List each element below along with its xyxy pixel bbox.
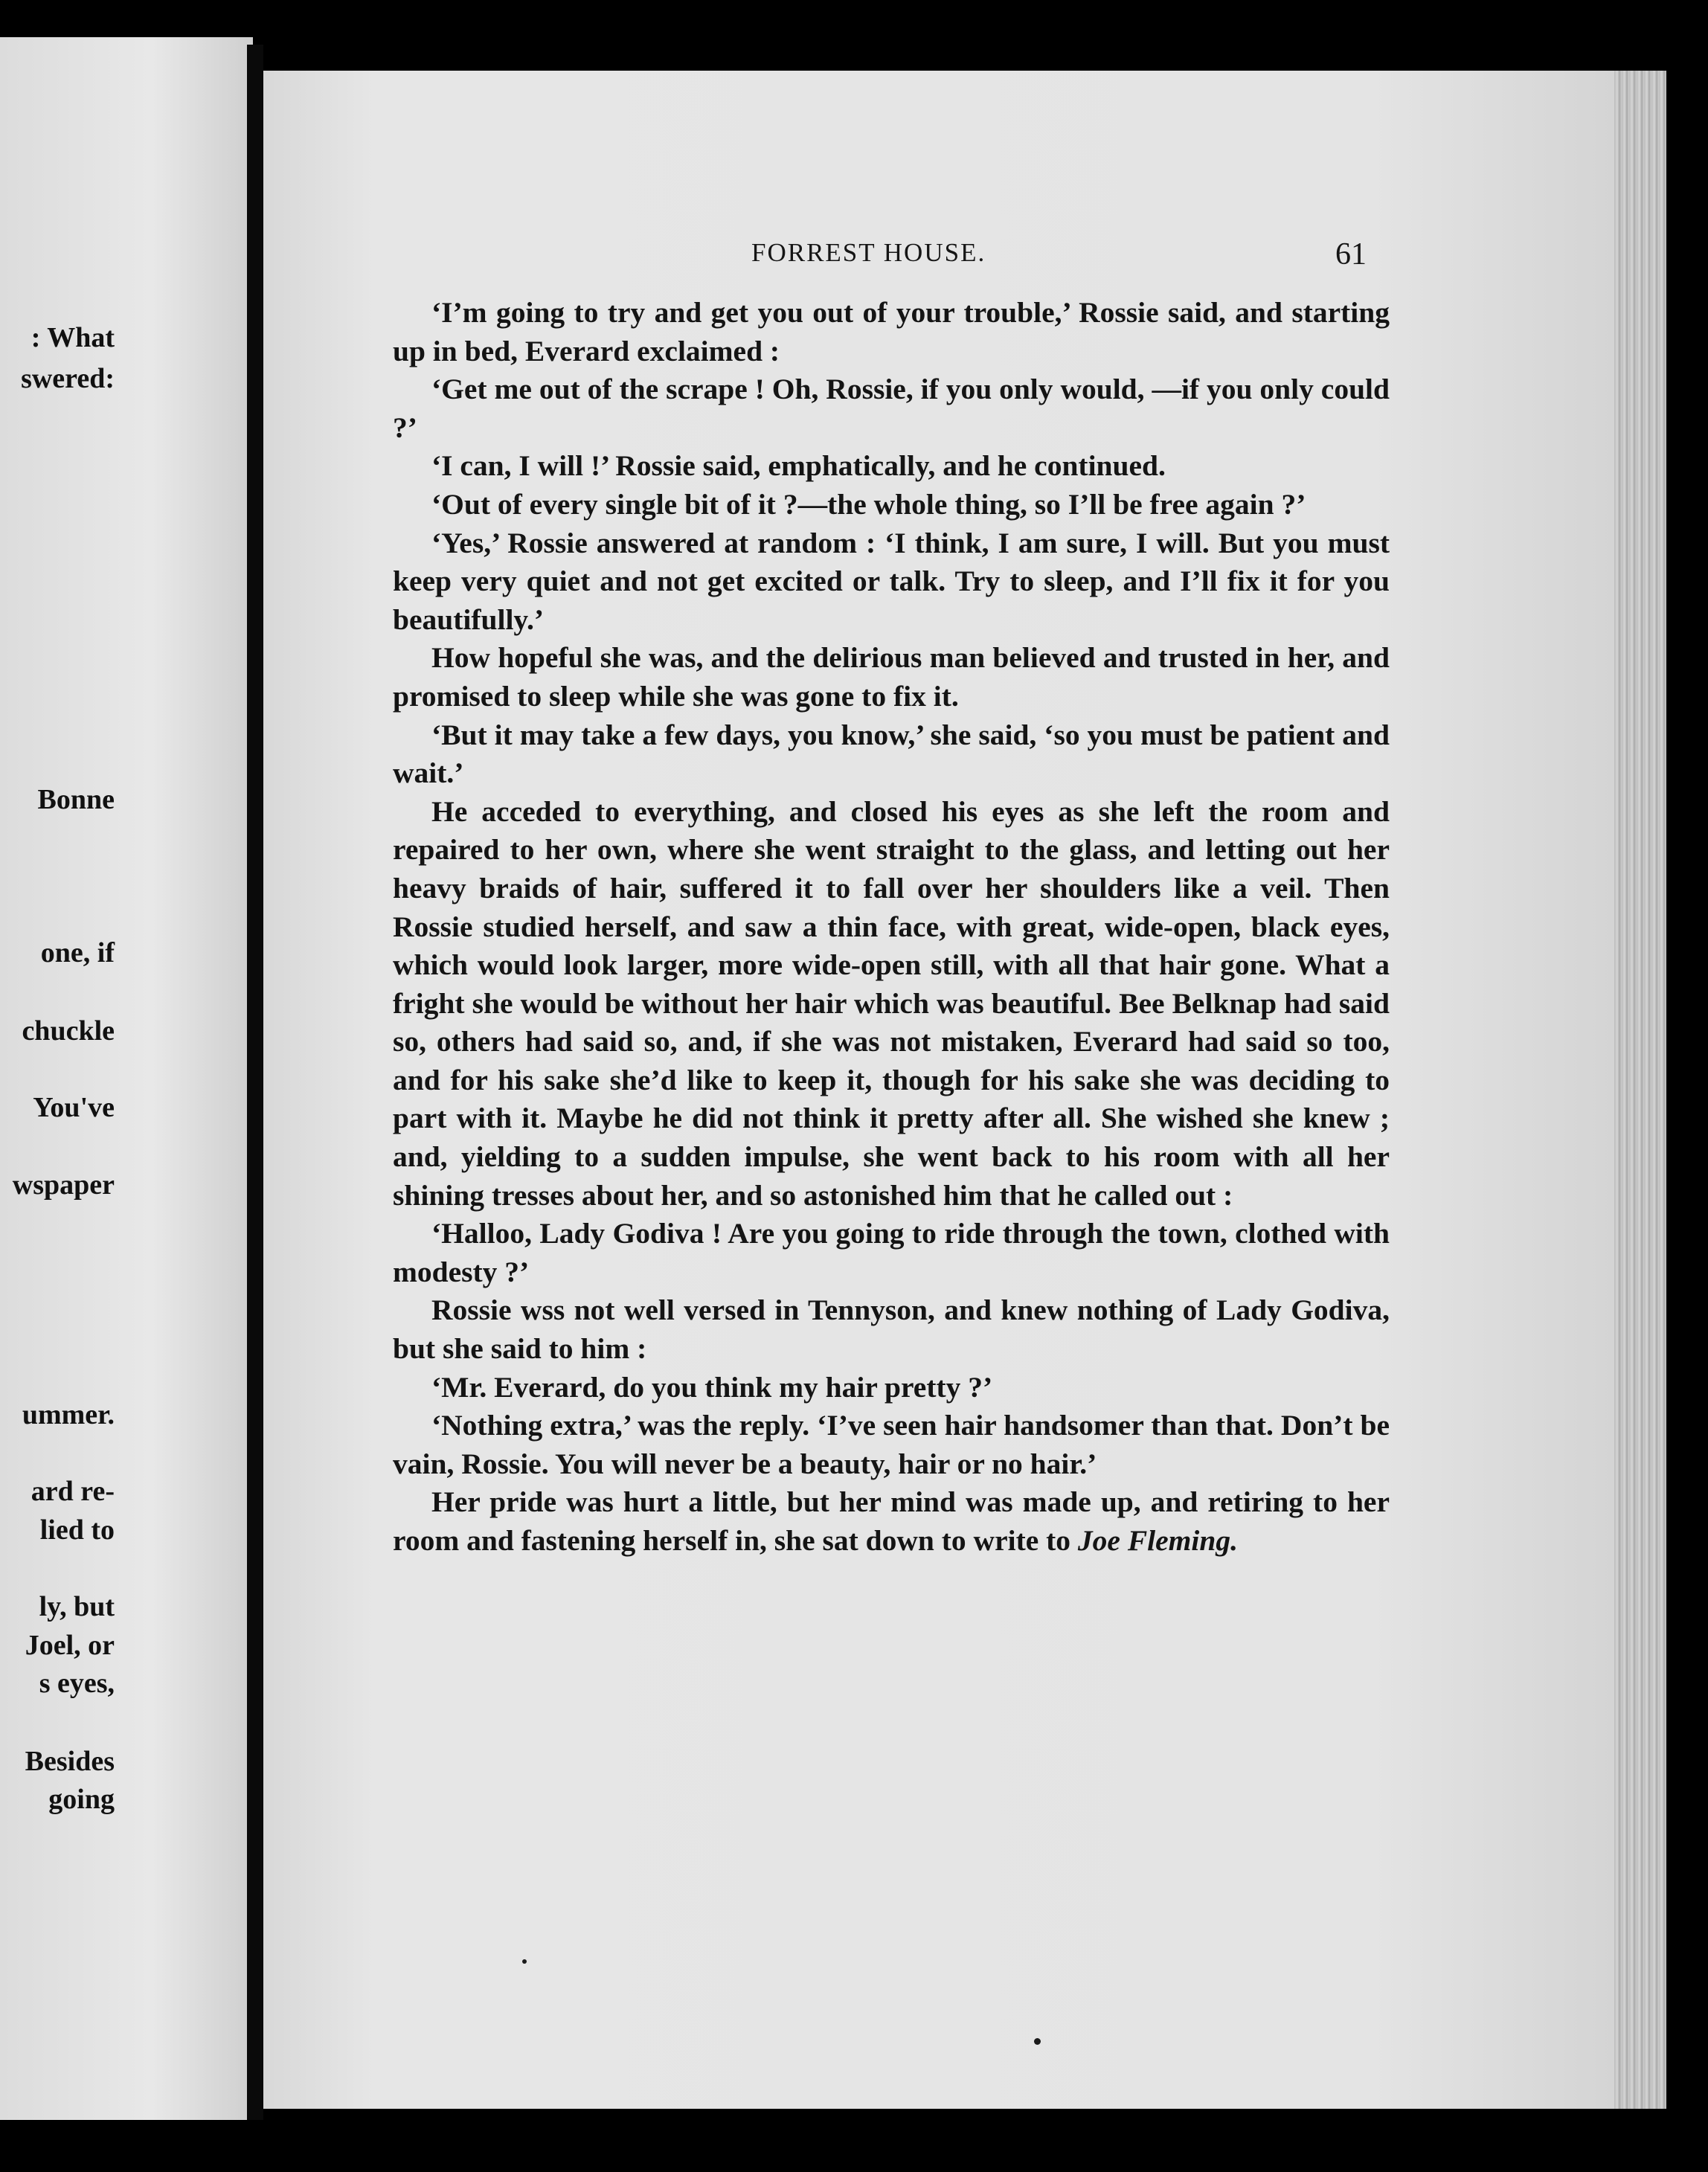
left-page-text-fragments (0, 0, 253, 2172)
left-fragment: Besides (25, 1746, 115, 1777)
paragraph: ‘Out of every single bit of it ?—the whole thing, so I’ll be free again ?’ (431, 487, 1306, 521)
left-fragment: swered: (21, 363, 115, 394)
paragraph: ‘Get me out of the scrape ! Oh, Rossie, if you only would, —if you only could ?’ (393, 373, 1390, 444)
paragraph: ‘But it may take a few days, you know,’ she said, ‘so you must be patient and wait.’ (393, 718, 1390, 790)
printing-speck (522, 1959, 527, 1964)
paragraph: ‘I’m going to try and get you out of your trouble,’ Rossie said, and starting up in bed, Everard exclaimed : (393, 296, 1390, 367)
left-fragment: Bonne (37, 784, 115, 815)
last-paragraph (393, 1483, 1390, 1560)
left-fragment: chuckle (22, 1015, 115, 1047)
paragraph: Rossie wss not well versed in Tennyson, and knew nothing of Lady Godiva, but she said to him : (393, 1294, 1390, 1366)
left-fragment: ummer. (22, 1399, 115, 1430)
left-fragment: wspaper (12, 1169, 115, 1201)
left-fragment: ly, but (39, 1591, 115, 1622)
paragraph: ‘Mr. Everard, do you think my hair pretty ?’ (431, 1370, 993, 1404)
paragraph: ‘Nothing extra,’ was the reply. ‘I’ve seen hair handsomer than that. Don’t be vain, Rossie. You will never be a beauty, hair or no hair.’ (393, 1409, 1390, 1480)
paragraph: How hopeful she was, and the delirious man believed and trusted in her, and promised to sleep while she was gone to fix it. (393, 641, 1390, 713)
left-fragment: ard re- (30, 1476, 115, 1507)
running-title: FORREST HOUSE. (751, 238, 986, 267)
page-edges (1614, 71, 1666, 2109)
left-fragment: You've (33, 1092, 115, 1123)
left-fragment: lied to (39, 1514, 115, 1546)
left-fragment: going (48, 1784, 115, 1815)
paragraph: ‘Halloo, Lady Godiva ! Are you going to ride through the town, clothed with modesty ?’ (393, 1217, 1390, 1288)
page-body (393, 294, 1390, 1561)
left-fragment: Joel, or (25, 1630, 115, 1661)
left-fragment: : What (30, 322, 115, 353)
paragraph: ‘I can, I will !’ Rossie said, emphatically, and he continued. (431, 449, 1166, 483)
italic-name: Joe Fleming. (1077, 1524, 1238, 1557)
printing-speck (1034, 2038, 1041, 2045)
last-paragraph-text: Her pride was hurt a little, but her mind was made up, and retiring to her room and fastening herself in, she sat down to write to (393, 1485, 1390, 1557)
left-fragment: one, if (40, 937, 115, 968)
paragraph: ‘Yes,’ Rossie answered at random : ‘I think, I am sure, I will. But you must keep very quiet and not get excited or talk. Try to sleep, and I’ll fix it for you beautifully.’ (393, 526, 1390, 636)
left-fragment: s eyes, (39, 1668, 115, 1699)
paragraph: He acceded to everything, and closed his eyes as she left the room and repaired to her own, where she went straight to the glass, and letting out her heavy braids of hair, suffered it to fall over her shoulders like a veil. Then Rossie studied herself, and saw a thin face, with great, wide-open, black eyes, which would look larger, more wide-open still, with all that hair gone. What a fright she would be without her hair which was beautiful. Bee Belknap had said so, others had said so, and, if she was not mistaken, Everard had said so too, and for his sake she’d like to keep it, though for his sake she was deciding to part with it. Maybe he did not think it pretty after all. She wished she knew ; and, yielding to a sudden impulse, she went back to his room with all her shining tresses about her, and so astonished him that he called out : (393, 794, 1390, 1212)
page-number: 61 (1335, 237, 1367, 272)
